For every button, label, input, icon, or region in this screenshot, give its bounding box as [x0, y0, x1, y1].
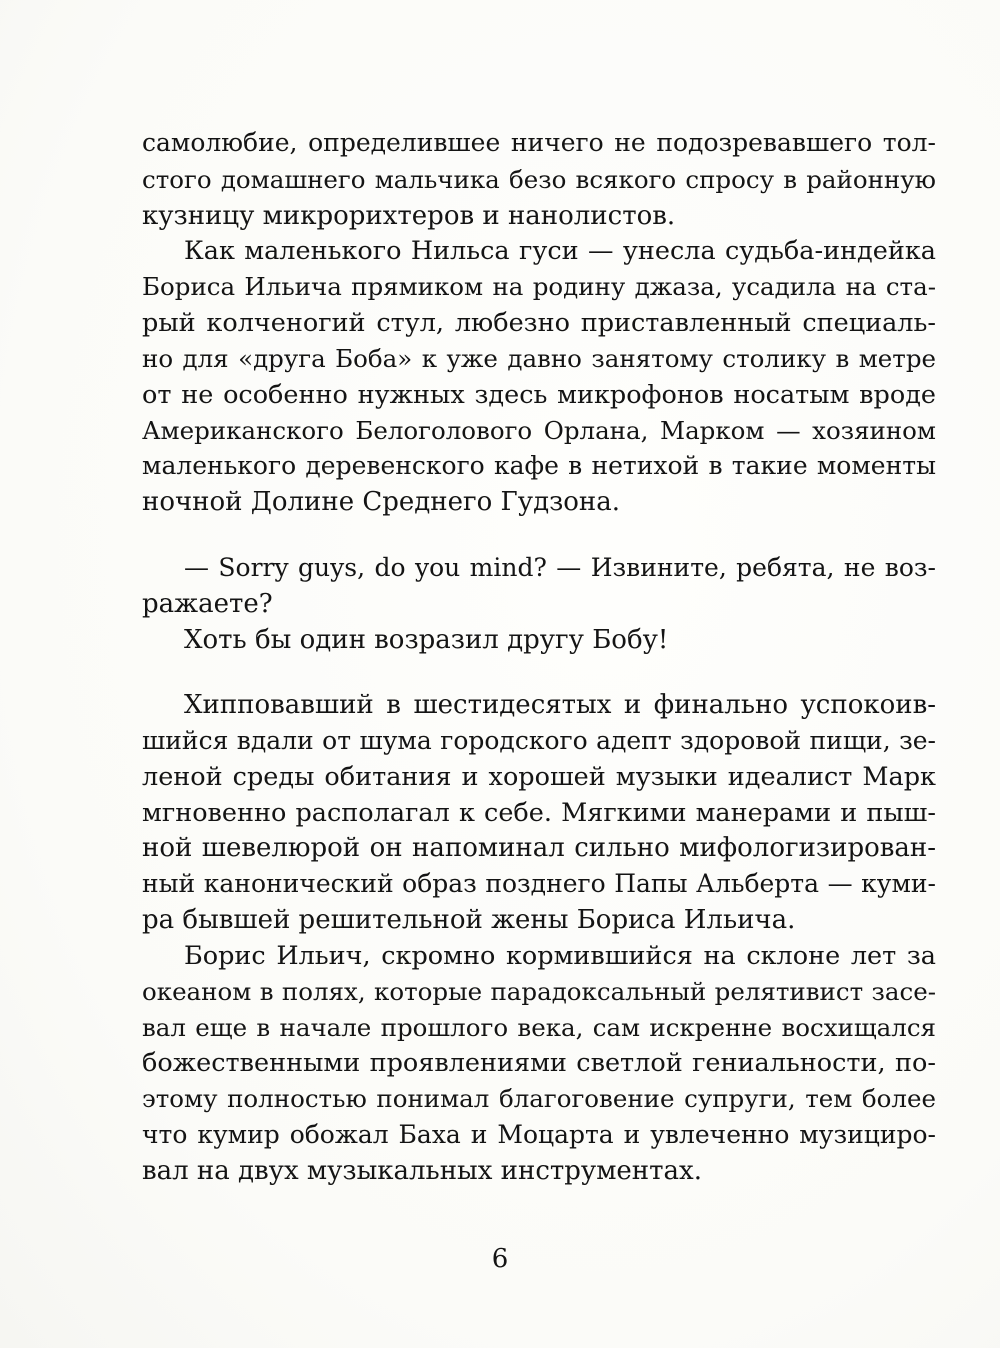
- text-line: Бориса Ильича прямиком на родину джаза, усадила на ста-: [142, 272, 936, 301]
- page-number: 6: [491, 1244, 509, 1274]
- text-line: Американского Белоголового Орлана, Марком — хозяином: [142, 416, 936, 445]
- text-line: божественными проявлениями светлой гениальности, по-: [142, 1048, 936, 1078]
- text-line: но для «друга Боба» к уже давно занятому столику в метре: [142, 344, 936, 373]
- text-line: самолюбие, определившее ничего не подозревавшего тол-: [142, 128, 936, 157]
- text-line: маленького деревенского кафе в нетихой в такие моменты: [142, 451, 936, 480]
- text-line: что кумир обожал Баха и Моцарта и увлеченно музициро-: [142, 1120, 936, 1149]
- text-line: ра бывшей решительной жены Бориса Ильича.: [142, 905, 796, 935]
- text-line: ный канонический образ позднего Папы Альберта — куми-: [142, 869, 936, 898]
- text-line: Борис Ильич, скромно кормившийся на склоне лет за: [184, 941, 936, 971]
- dialogue-line: ражаете?: [142, 589, 273, 619]
- dialogue-line: — Sorry guys, do you mind? — Извините, ребята, не воз-: [184, 553, 936, 582]
- text-line: кузницу микрорихтеров и нанолистов.: [142, 201, 676, 231]
- text-line: этому полностью понимал благоговение супруги, тем более: [142, 1084, 936, 1113]
- text-line: вал еще в начале прошлого века, сам искренне восхищался: [142, 1013, 936, 1042]
- text-line: ной шевелюрой он напоминал сильно мифологизирован-: [142, 833, 936, 863]
- text-line: океаном в полях, которые парадоксальный релятивист засе-: [142, 977, 936, 1006]
- text-line: Хоть бы один возразил другу Бобу!: [184, 625, 669, 655]
- text-line: от не особенно нужных здесь микрофонов носатым вроде: [142, 380, 936, 410]
- text-line: шийся вдали от шума городского адепт здоровой пищи, зе-: [142, 726, 936, 755]
- text-line: вал на двух музыкальных инструментах.: [142, 1156, 702, 1186]
- text-line: рый колченогий стул, любезно приставленный специаль-: [142, 308, 936, 338]
- text-line: ночной Долине Среднего Гудзона.: [142, 487, 621, 517]
- text-line: леной среды обитания и хорошей музыки идеалист Марк: [142, 762, 936, 792]
- text-line: стого домашнего мальчика безо всякого спросу в районную: [142, 165, 936, 194]
- text-line: Как маленького Нильса гуси — унесла судьба-индейка: [184, 236, 936, 266]
- text-line: Хипповавший в шестидесятых и финально успокоив-: [184, 690, 936, 720]
- text-line: мгновенно располагал к себе. Мягкими манерами и пыш-: [142, 798, 936, 828]
